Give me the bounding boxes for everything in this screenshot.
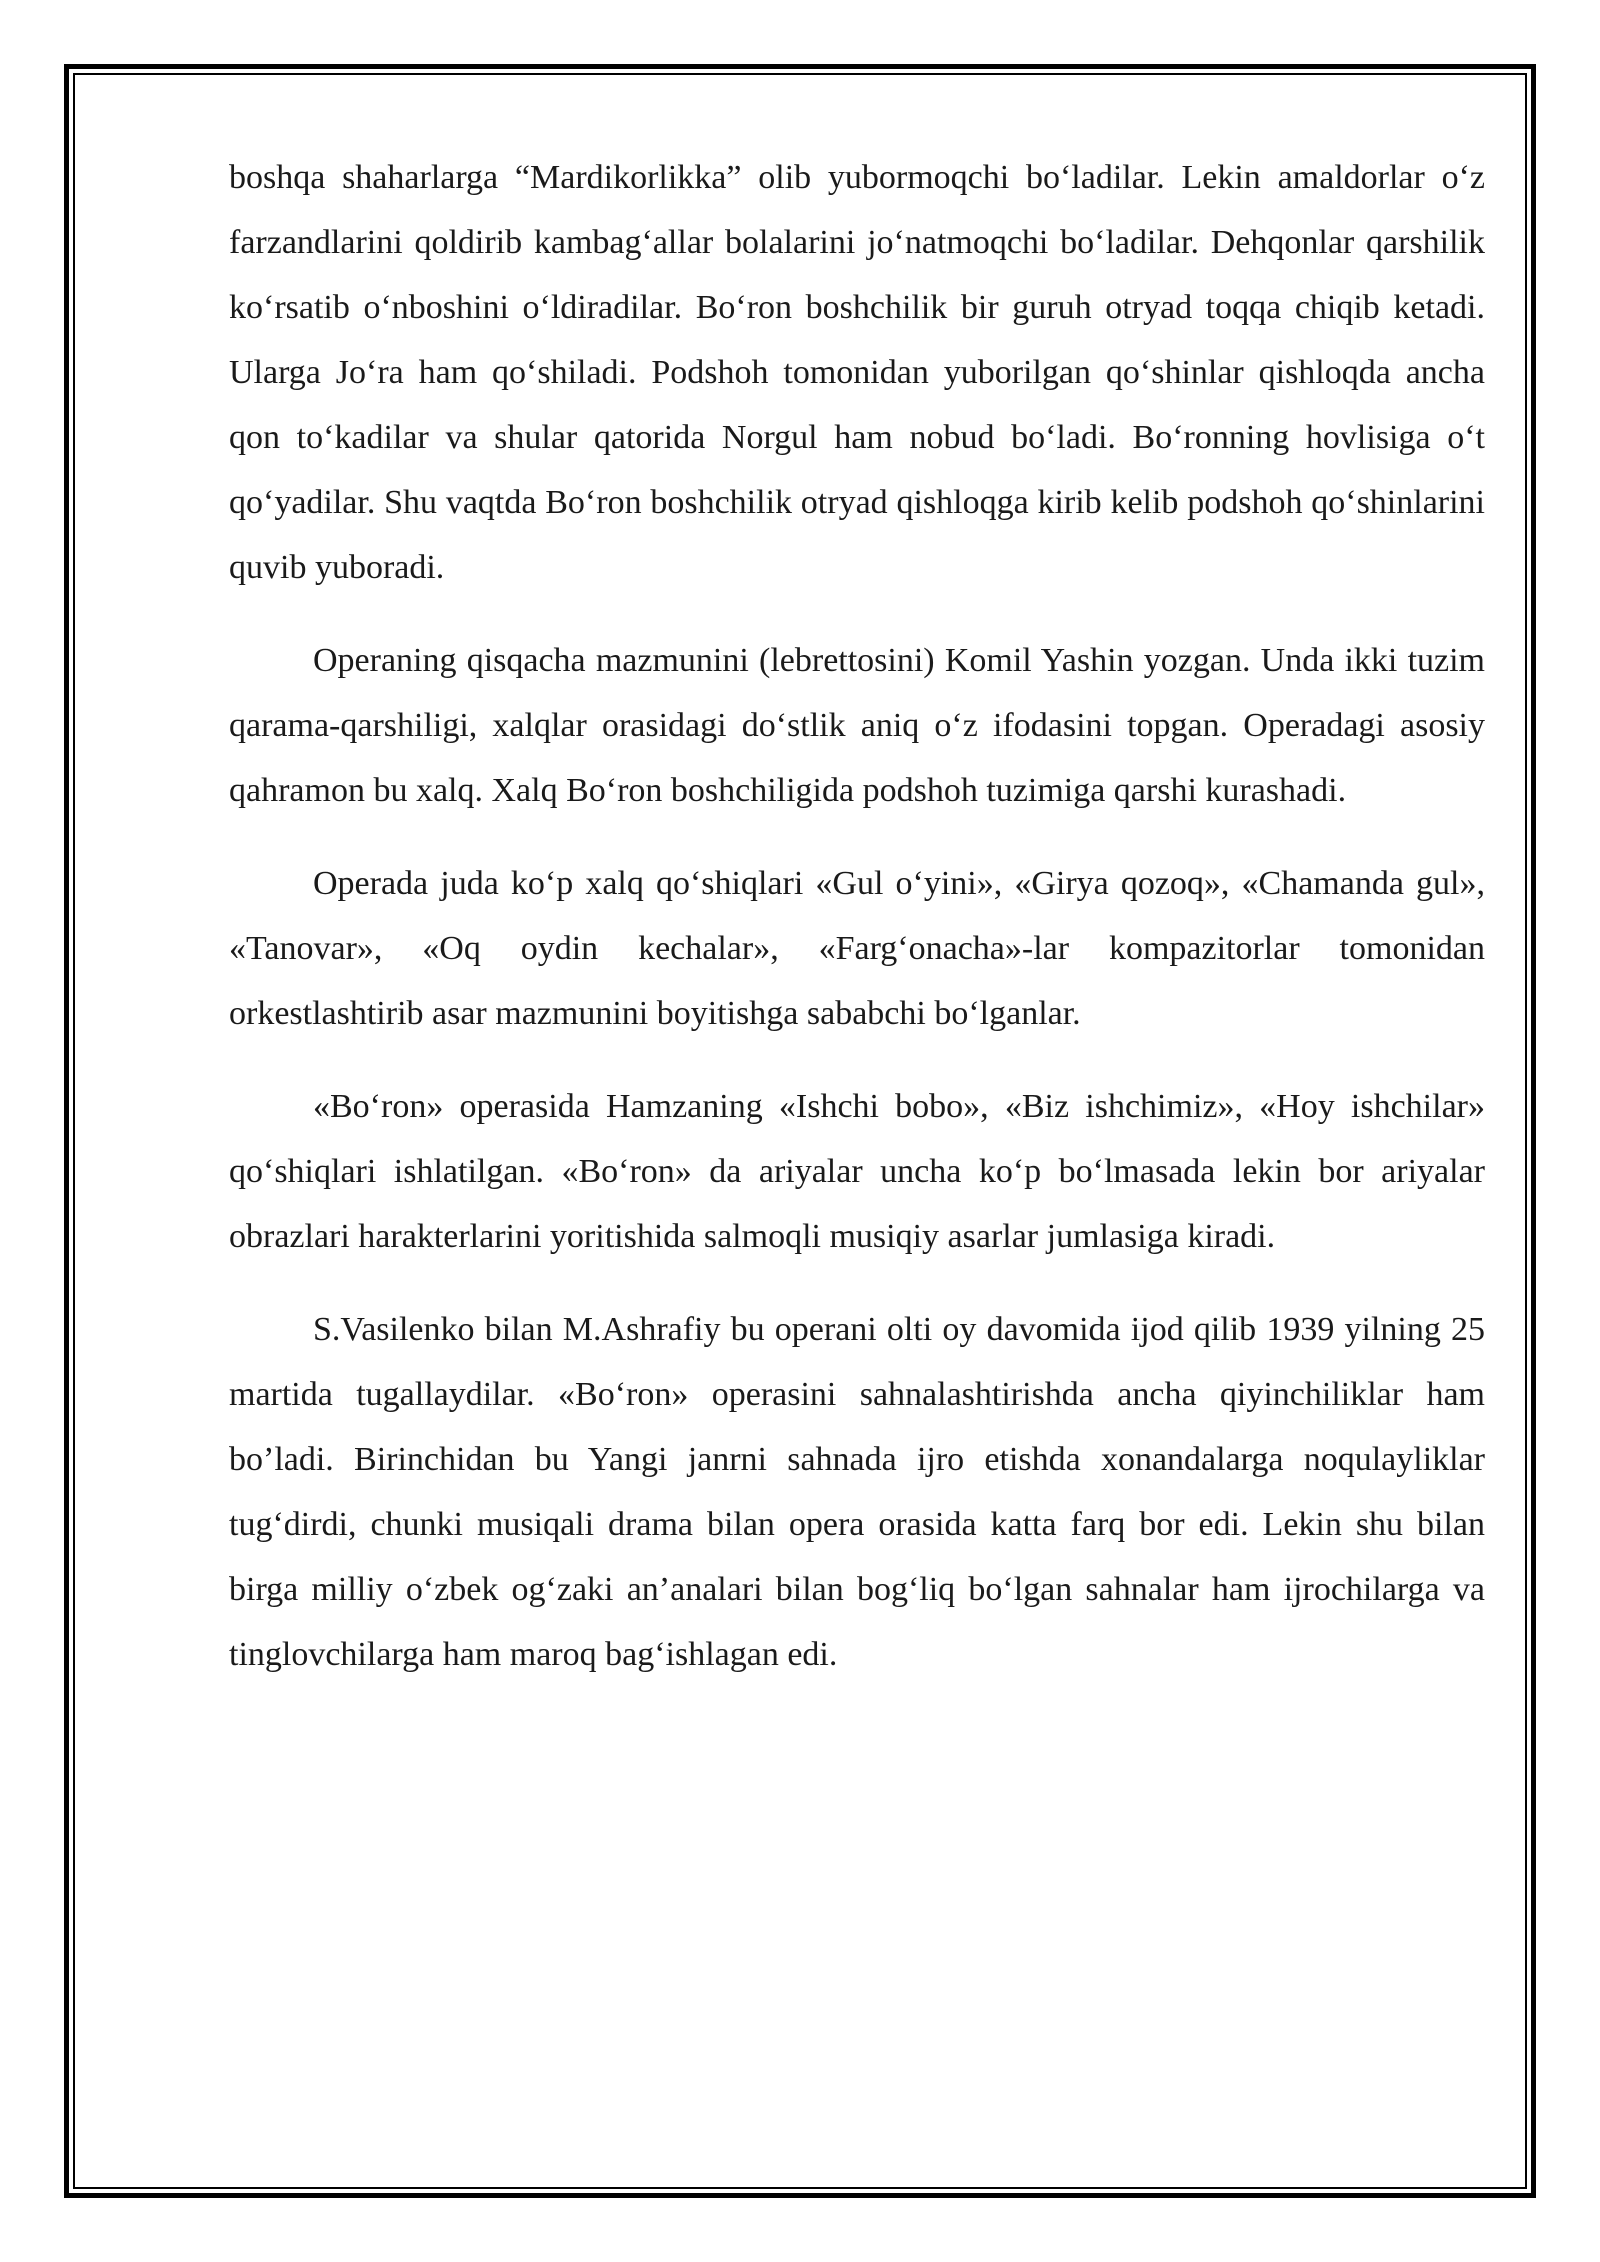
document-body (229, 145, 1485, 1715)
paragraph-creation-history: S.Vasilenko bilan M.Ashrafiy bu operani olti oy davomida ijod qilib 1939 yilning 25 martida tugallaydilar. «Bo‘ron» operasini sahnalashtirishda ancha qiyinchiliklar ham bo’ladi. Birinchidan bu Yangi janrni sahnada ijro etishda xonandalarga noqulayliklar tug‘dirdi, chunki musiqali drama bilan opera orasida katta farq bor edi. Lekin shu bilan birga milliy o‘zbek og‘zaki an’analari bilan bog‘liq bo‘lgan sahnalar ham ijrochilarga va tinglovchilarga ham maroq bag‘ishlagan edi. (229, 1311, 1485, 1673)
paragraph-hamza-songs: «Bo‘ron» operasida Hamzaning «Ishchi bobo», «Biz ishchimiz», «Hoy ishchilar» qo‘shiqlari ishlatilgan. «Bo‘ron» da ariyalar uncha ko‘p bo‘lmasada lekin bor ariyalar obrazlari harakterlarini yoritishida salmoqli musiqiy asarlar jumlasiga kiradi. (229, 1088, 1485, 1255)
paragraph-folk-songs: Operada juda ko‘p xalq qo‘shiqlari «Gul o‘yini», «Girya qozoq», «Chamanda gul», «Tanovar», «Oq oydin kechalar», «Farg‘onacha»-lar kompazitorlar tomonidan orkestlashtirib asar mazmunini boyitishga sababchi bo‘lganlar. (229, 865, 1485, 1032)
paragraph-continuation: boshqa shaharlarga “Mardikorlikka” olib yubormoqchi bo‘ladilar. Lekin amaldorlar o‘z farzandlarini qoldirib kambag‘allar bolalarini jo‘natmoqchi bo‘ladilar. Dehqonlar qarshilik ko‘rsatib o‘nboshini o‘ldiradilar. Bo‘ron boshchilik bir guruh otryad toqqa chiqib ketadi. Ularga Jo‘ra ham qo‘shiladi. Podshoh tomonidan yuborilgan qo‘shinlar qishloqda ancha qon to‘kadilar va shular qatorida Norgul ham nobud bo‘ladi. Bo‘ronning hovlisiga o‘t qo‘yadilar. Shu vaqtda Bo‘ron boshchilik otryad qishloqga kirib kelib podshoh qo‘shinlarini quvib yuboradi. (229, 159, 1485, 586)
paragraph-libretto: Operaning qisqacha mazmunini (lebrettosini) Komil Yashin yozgan. Unda ikki tuzim qarama-qarshiligi, xalqlar orasidagi do‘stlik aniq o‘z ifodasini topgan. Operadagi asosiy qahramon bu xalq. Xalq Bo‘ron boshchiligida podshoh tuzimiga qarshi kurashadi. (229, 642, 1485, 809)
